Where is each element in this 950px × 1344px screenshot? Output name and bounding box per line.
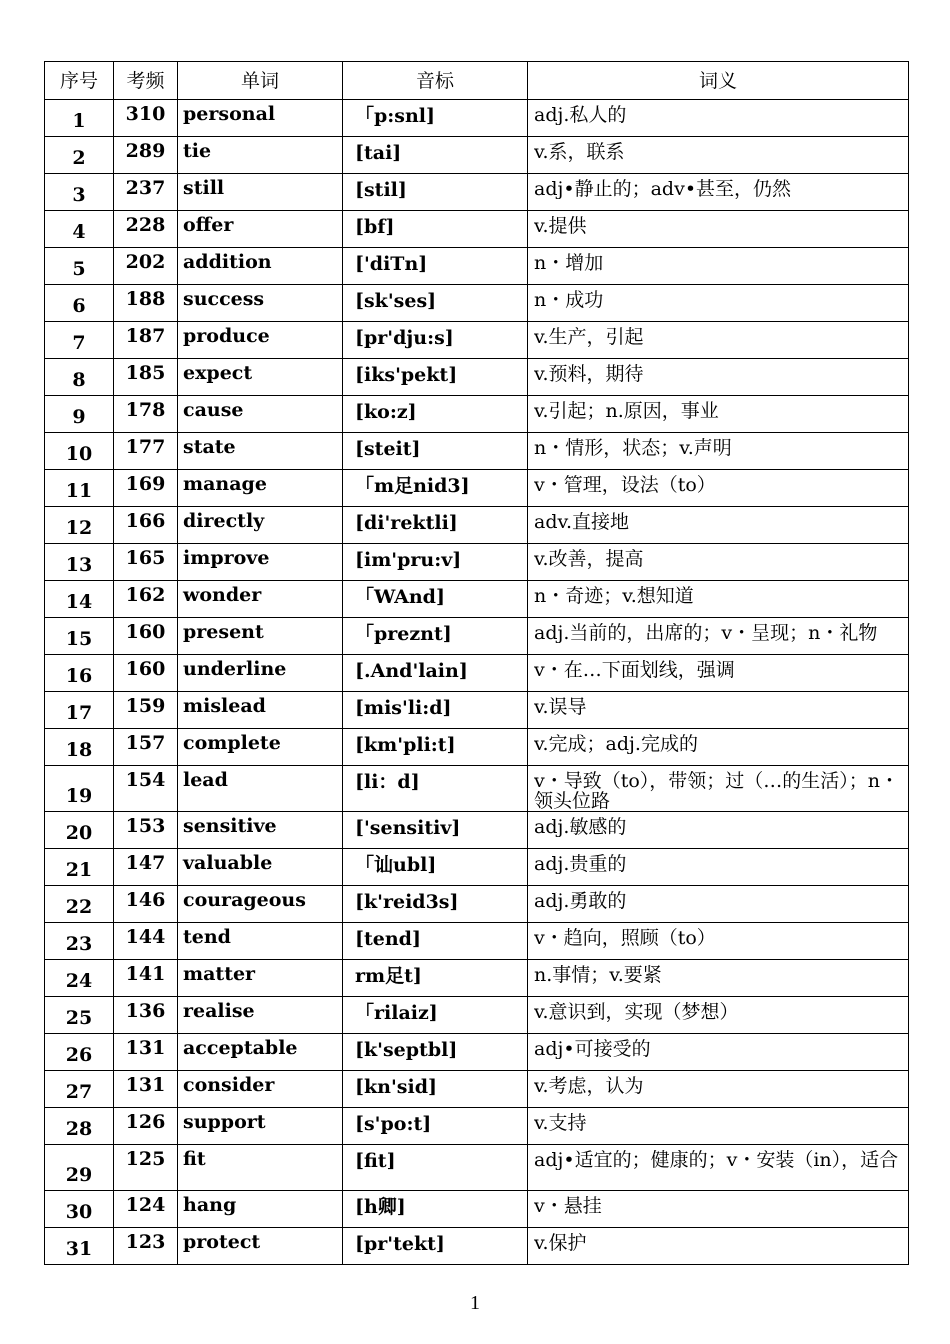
row-meaning — [528, 618, 909, 655]
row-meaning — [528, 396, 909, 433]
table-row — [45, 248, 909, 285]
row-word: tie — [178, 137, 343, 174]
row-meaning-text: n・成功 — [534, 290, 604, 310]
row-phonetic: ['sensitiv] — [343, 812, 528, 849]
row-phonetic: [di'rektli] — [343, 507, 528, 544]
row-word: offer — [178, 211, 343, 248]
row-meaning-text: n・情形，状态；v.声明 — [534, 438, 732, 458]
row-number: 17 — [45, 692, 114, 729]
row-frequency: 126 — [114, 1108, 178, 1145]
row-phonetic: [ko:z] — [343, 396, 528, 433]
row-meaning — [528, 766, 909, 812]
row-number: 19 — [45, 766, 114, 812]
row-frequency: 160 — [114, 655, 178, 692]
row-frequency: 153 — [114, 812, 178, 849]
row-frequency: 144 — [114, 923, 178, 960]
row-meaning — [528, 581, 909, 618]
row-meaning — [528, 812, 909, 849]
row-phonetic: [iks'pekt] — [343, 359, 528, 396]
row-meaning — [528, 729, 909, 766]
row-frequency: 188 — [114, 285, 178, 322]
row-number: 16 — [45, 655, 114, 692]
row-frequency: 237 — [114, 174, 178, 211]
row-frequency: 202 — [114, 248, 178, 285]
row-meaning — [528, 655, 909, 692]
row-number: 4 — [45, 211, 114, 248]
row-meaning-text: adj•适宜的；健康的；v・安装（in），适合 — [534, 1150, 899, 1170]
row-frequency: 154 — [114, 766, 178, 812]
table-row — [45, 655, 909, 692]
row-number: 13 — [45, 544, 114, 581]
row-phonetic: [bf] — [343, 211, 528, 248]
row-meaning-text: v.误导 — [534, 697, 587, 717]
row-meaning-text: adv.直接地 — [534, 512, 630, 532]
row-phonetic: [kn'sid] — [343, 1071, 528, 1108]
row-meaning — [528, 285, 909, 322]
row-word: wonder — [178, 581, 343, 618]
row-frequency: 228 — [114, 211, 178, 248]
row-number: 22 — [45, 886, 114, 923]
row-number: 25 — [45, 997, 114, 1034]
row-meaning — [528, 211, 909, 248]
row-number: 27 — [45, 1071, 114, 1108]
row-meaning — [528, 248, 909, 285]
row-phonetic: [tai] — [343, 137, 528, 174]
row-meaning-text: v.保护 — [534, 1233, 587, 1253]
row-meaning-text: v・悬挂 — [534, 1196, 602, 1216]
row-number: 2 — [45, 137, 114, 174]
table-row — [45, 433, 909, 470]
table-row — [45, 1191, 909, 1228]
row-frequency: 136 — [114, 997, 178, 1034]
table-row — [45, 211, 909, 248]
table-row — [45, 923, 909, 960]
row-meaning — [528, 923, 909, 960]
table-row — [45, 1034, 909, 1071]
row-meaning — [528, 322, 909, 359]
row-phonetic: [pr'tekt] — [343, 1228, 528, 1265]
row-number: 21 — [45, 849, 114, 886]
table-row — [45, 359, 909, 396]
table-row — [45, 1228, 909, 1265]
row-meaning-text: v・管理，设法（to） — [534, 475, 716, 495]
row-frequency: 159 — [114, 692, 178, 729]
table-row — [45, 960, 909, 997]
row-phonetic: 「p:snl] — [343, 100, 528, 137]
row-word: still — [178, 174, 343, 211]
row-phonetic: [.And'lain] — [343, 655, 528, 692]
header-meaning: 词义 — [528, 62, 909, 100]
row-number: 12 — [45, 507, 114, 544]
row-number: 30 — [45, 1191, 114, 1228]
row-word: mislead — [178, 692, 343, 729]
row-word: personal — [178, 100, 343, 137]
row-frequency: 131 — [114, 1071, 178, 1108]
row-word: cause — [178, 396, 343, 433]
table-row — [45, 812, 909, 849]
row-meaning — [528, 1034, 909, 1071]
row-meaning-text: n.事情；v.要紧 — [534, 965, 662, 985]
row-frequency: 289 — [114, 137, 178, 174]
row-word: fit — [178, 1145, 343, 1191]
row-word: courageous — [178, 886, 343, 923]
row-meaning — [528, 1145, 909, 1191]
header-num: 序号 — [45, 62, 114, 100]
row-number: 24 — [45, 960, 114, 997]
row-meaning-text: adj•静止的；adv•甚至，仍然 — [534, 179, 792, 199]
row-phonetic: [sk'ses] — [343, 285, 528, 322]
row-number: 7 — [45, 322, 114, 359]
header-phonetic: 音标 — [343, 62, 528, 100]
row-frequency: 147 — [114, 849, 178, 886]
row-meaning — [528, 1228, 909, 1265]
row-word: complete — [178, 729, 343, 766]
table-row — [45, 1071, 909, 1108]
row-word: matter — [178, 960, 343, 997]
row-meaning — [528, 137, 909, 174]
row-phonetic: [steit] — [343, 433, 528, 470]
row-phonetic: [li：d] — [343, 766, 528, 812]
row-word: addition — [178, 248, 343, 285]
row-frequency: 146 — [114, 886, 178, 923]
row-phonetic: 「preznt] — [343, 618, 528, 655]
row-phonetic: [pr'dju:s] — [343, 322, 528, 359]
row-meaning — [528, 1191, 909, 1228]
row-number: 10 — [45, 433, 114, 470]
row-word: consider — [178, 1071, 343, 1108]
row-phonetic: [k'reid3s] — [343, 886, 528, 923]
row-meaning-text: n・奇迹；v.想知道 — [534, 586, 694, 606]
row-word: realise — [178, 997, 343, 1034]
row-frequency: 141 — [114, 960, 178, 997]
row-meaning — [528, 100, 909, 137]
row-phonetic: 「m足nid3] — [343, 470, 528, 507]
row-meaning — [528, 1071, 909, 1108]
row-meaning-text: v.生产，引起 — [534, 327, 644, 347]
row-meaning — [528, 997, 909, 1034]
row-number: 23 — [45, 923, 114, 960]
table-row — [45, 470, 909, 507]
row-meaning-text: v・在…下面划线，强调 — [534, 660, 735, 680]
row-meaning-text: v・导致（to），带领；过（…的生活）；n・领头位路 — [534, 771, 900, 811]
table-row — [45, 285, 909, 322]
row-number: 14 — [45, 581, 114, 618]
table-row — [45, 729, 909, 766]
table-row — [45, 322, 909, 359]
row-phonetic: 「讪ubl] — [343, 849, 528, 886]
row-phonetic: rm足t] — [343, 960, 528, 997]
header-row — [45, 62, 909, 100]
row-meaning-text: v.系，联系 — [534, 142, 625, 162]
row-word: tend — [178, 923, 343, 960]
row-frequency: 131 — [114, 1034, 178, 1071]
table-row — [45, 849, 909, 886]
row-meaning — [528, 470, 909, 507]
row-meaning — [528, 359, 909, 396]
table-row — [45, 100, 909, 137]
row-frequency: 169 — [114, 470, 178, 507]
row-word: sensitive — [178, 812, 343, 849]
row-meaning-text: adj.勇敢的 — [534, 891, 627, 911]
row-frequency: 185 — [114, 359, 178, 396]
row-number: 18 — [45, 729, 114, 766]
row-frequency: 160 — [114, 618, 178, 655]
row-number: 15 — [45, 618, 114, 655]
row-meaning-text: v.考虑，认为 — [534, 1076, 644, 1096]
row-meaning-text: n・增加 — [534, 253, 604, 273]
row-meaning — [528, 692, 909, 729]
row-meaning — [528, 849, 909, 886]
table-row — [45, 137, 909, 174]
row-meaning — [528, 1108, 909, 1145]
row-meaning-text: adj.当前的，出席的；v・呈现；n・礼物 — [534, 623, 878, 643]
row-frequency: 162 — [114, 581, 178, 618]
row-word: improve — [178, 544, 343, 581]
row-meaning-text: v.引起；n.原因，事业 — [534, 401, 719, 421]
row-word: protect — [178, 1228, 343, 1265]
row-word: manage — [178, 470, 343, 507]
row-phonetic: [k'septbl] — [343, 1034, 528, 1071]
row-phonetic: ['diTn] — [343, 248, 528, 285]
row-frequency: 177 — [114, 433, 178, 470]
page-number: 1 — [470, 1292, 480, 1314]
row-phonetic: [fit] — [343, 1145, 528, 1191]
row-number: 26 — [45, 1034, 114, 1071]
row-meaning — [528, 174, 909, 211]
table-row — [45, 174, 909, 211]
row-word: produce — [178, 322, 343, 359]
row-meaning — [528, 960, 909, 997]
row-phonetic: 「rilaiz] — [343, 997, 528, 1034]
table-row — [45, 618, 909, 655]
row-phonetic: [h卿] — [343, 1191, 528, 1228]
row-number: 5 — [45, 248, 114, 285]
row-frequency: 187 — [114, 322, 178, 359]
row-phonetic: [im'pru:v] — [343, 544, 528, 581]
row-word: lead — [178, 766, 343, 812]
row-number: 8 — [45, 359, 114, 396]
table-row — [45, 396, 909, 433]
row-word: acceptable — [178, 1034, 343, 1071]
row-word: state — [178, 433, 343, 470]
row-meaning-text: v.改善，提高 — [534, 549, 644, 569]
row-number: 31 — [45, 1228, 114, 1265]
row-phonetic: [tend] — [343, 923, 528, 960]
row-word: underline — [178, 655, 343, 692]
row-meaning-text: adj•可接受的 — [534, 1039, 651, 1059]
table-row — [45, 692, 909, 729]
table-row — [45, 1108, 909, 1145]
row-number: 11 — [45, 470, 114, 507]
row-word: hang — [178, 1191, 343, 1228]
row-meaning-text: adj.贵重的 — [534, 854, 627, 874]
row-meaning-text: v.提供 — [534, 216, 587, 236]
row-phonetic: [stil] — [343, 174, 528, 211]
table-row — [45, 886, 909, 923]
row-meaning — [528, 433, 909, 470]
row-number: 28 — [45, 1108, 114, 1145]
row-meaning — [528, 507, 909, 544]
table-row — [45, 997, 909, 1034]
row-meaning-text: v.意识到，实现（梦想） — [534, 1002, 739, 1022]
row-meaning-text: v・趋向，照顾（to） — [534, 928, 716, 948]
row-frequency: 166 — [114, 507, 178, 544]
table-body — [45, 100, 909, 1265]
row-frequency: 124 — [114, 1191, 178, 1228]
row-meaning-text: adj.私人的 — [534, 105, 627, 125]
table-row — [45, 1145, 909, 1191]
row-number: 6 — [45, 285, 114, 322]
row-number: 1 — [45, 100, 114, 137]
row-meaning-text: v.完成；adj.完成的 — [534, 734, 698, 754]
row-number: 20 — [45, 812, 114, 849]
row-meaning — [528, 886, 909, 923]
row-phonetic: [s'po:t] — [343, 1108, 528, 1145]
row-word: present — [178, 618, 343, 655]
row-phonetic: [km'pli:t] — [343, 729, 528, 766]
row-number: 29 — [45, 1145, 114, 1191]
row-number: 9 — [45, 396, 114, 433]
row-frequency: 178 — [114, 396, 178, 433]
row-frequency: 165 — [114, 544, 178, 581]
table-row — [45, 507, 909, 544]
row-meaning-text: v.支持 — [534, 1113, 587, 1133]
row-phonetic: 「WAnd] — [343, 581, 528, 618]
header-freq: 考频 — [114, 62, 178, 100]
table-row — [45, 544, 909, 581]
row-word: valuable — [178, 849, 343, 886]
row-meaning-text: v.预料，期待 — [534, 364, 644, 384]
row-frequency: 125 — [114, 1145, 178, 1191]
row-number: 3 — [45, 174, 114, 211]
row-meaning-text: adj.敏感的 — [534, 817, 627, 837]
table-row — [45, 581, 909, 618]
row-meaning — [528, 544, 909, 581]
row-word: support — [178, 1108, 343, 1145]
row-frequency: 123 — [114, 1228, 178, 1265]
row-word: expect — [178, 359, 343, 396]
row-word: success — [178, 285, 343, 322]
row-frequency: 310 — [114, 100, 178, 137]
row-word: directly — [178, 507, 343, 544]
table-row — [45, 766, 909, 812]
row-frequency: 157 — [114, 729, 178, 766]
header-word: 单词 — [178, 62, 343, 100]
vocabulary-table — [44, 61, 909, 1265]
row-phonetic: [mis'li:d] — [343, 692, 528, 729]
